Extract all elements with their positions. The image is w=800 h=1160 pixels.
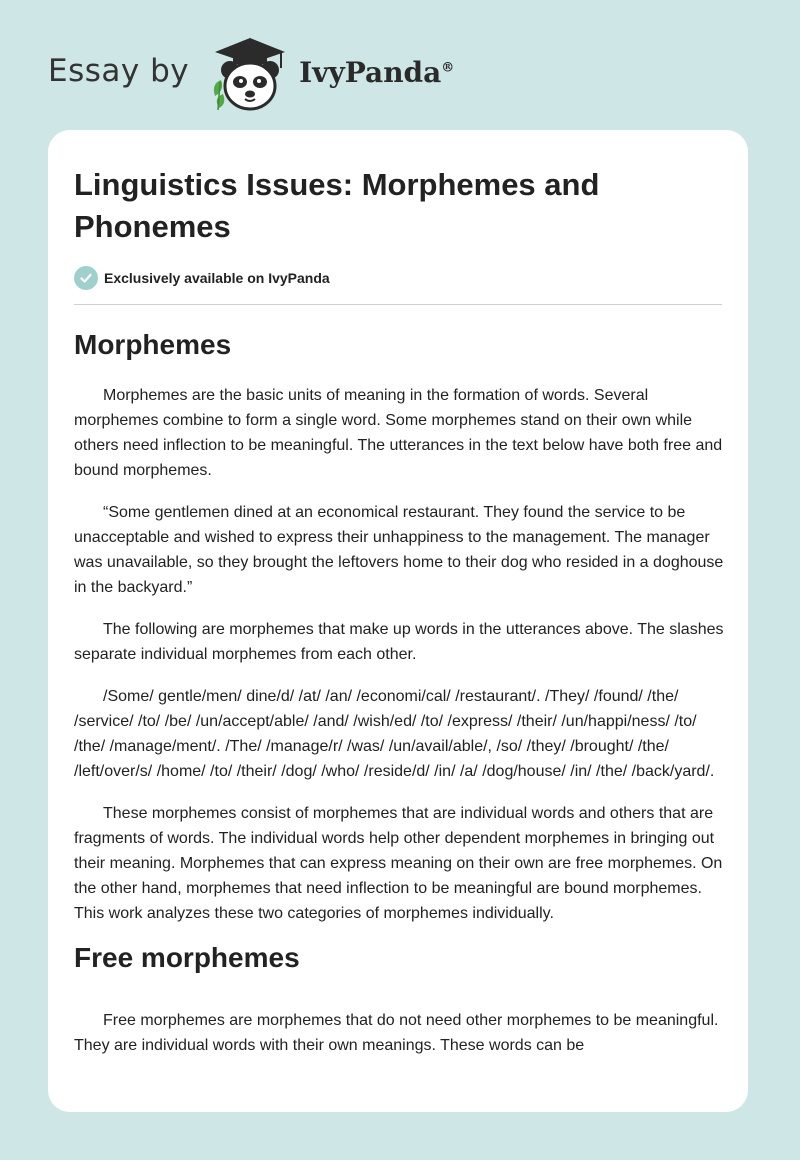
brand-name: IvyPanda® xyxy=(299,55,455,89)
paragraph: /Some/ gentle/men/ dine/d/ /at/ /an/ /economi/cal/ /restaurant/. /They/ /found/ /the/ /service/ /to/ /be/ /un/accept/able/ /and/ /wish/ed/ /to/ /express/ /their/ /un/happi/ness/ /to/ /the/ /manage/ment/. /The/ /manage/r/ /was/ /un/avail/able/, /so/ /they/ /brought/ /the/ /left/over/s/ /home/ /to/ /their/ /dog/ /who/ /reside/d/ /in/ /a/ /dog/house/ /in/ /the/ /back/yard/. xyxy=(74,688,715,780)
article-title: Linguistics Issues: Morphemes and Phonemes xyxy=(74,167,600,244)
panda-mascot-icon xyxy=(205,34,295,114)
essay-by-label: Essay by xyxy=(48,53,190,89)
section-body-free-morphemes xyxy=(74,1008,722,1058)
ivypanda-logo[interactable] xyxy=(205,34,454,114)
section-heading-morphemes: Morphemes xyxy=(74,329,232,360)
paragraph: Free morphemes are morphemes that do not need other morphemes to be meaningful. They are individual words with their own meanings. These words can be xyxy=(74,1012,719,1054)
checkmark-icon xyxy=(74,266,98,290)
title-divider xyxy=(74,304,722,305)
section-heading-free-morphemes: Free morphemes xyxy=(74,942,300,973)
paragraph: “Some gentlemen dined at an economical restaurant. They found the service to be unacceptable and wished to express their unhappiness to the management. The manager was unavailable, so they brought the leftovers home to their dog who resided in a doghouse in the backyard.” xyxy=(74,504,724,596)
site-header xyxy=(48,34,454,114)
paragraph: These morphemes consist of morphemes that are individual words and others that are fragments of words. The individual words help other dependent morphemes in bringing out their meaning. Morphemes that can express meaning on their own are free morphemes. On the other hand, morphemes that need inflection to be meaningful are bound morphemes. This work analyzes these two categories of morphemes individually. xyxy=(74,805,723,922)
article-card xyxy=(48,130,748,1112)
paragraph: The following are morphemes that make up words in the utterances above. The slashes separate individual morphemes from each other. xyxy=(74,621,724,663)
paragraph: Morphemes are the basic units of meaning in the formation of words. Several morphemes combine to form a single word. Some morphemes stand on their own while others need inflection to be meaningful. The utterances in the text below have both free and bound morphemes. xyxy=(74,387,723,479)
exclusive-badge xyxy=(74,266,722,290)
registered-mark: ® xyxy=(441,60,455,76)
exclusive-badge-text: Exclusively available on IvyPanda xyxy=(104,270,330,286)
section-body-morphemes xyxy=(74,383,722,926)
